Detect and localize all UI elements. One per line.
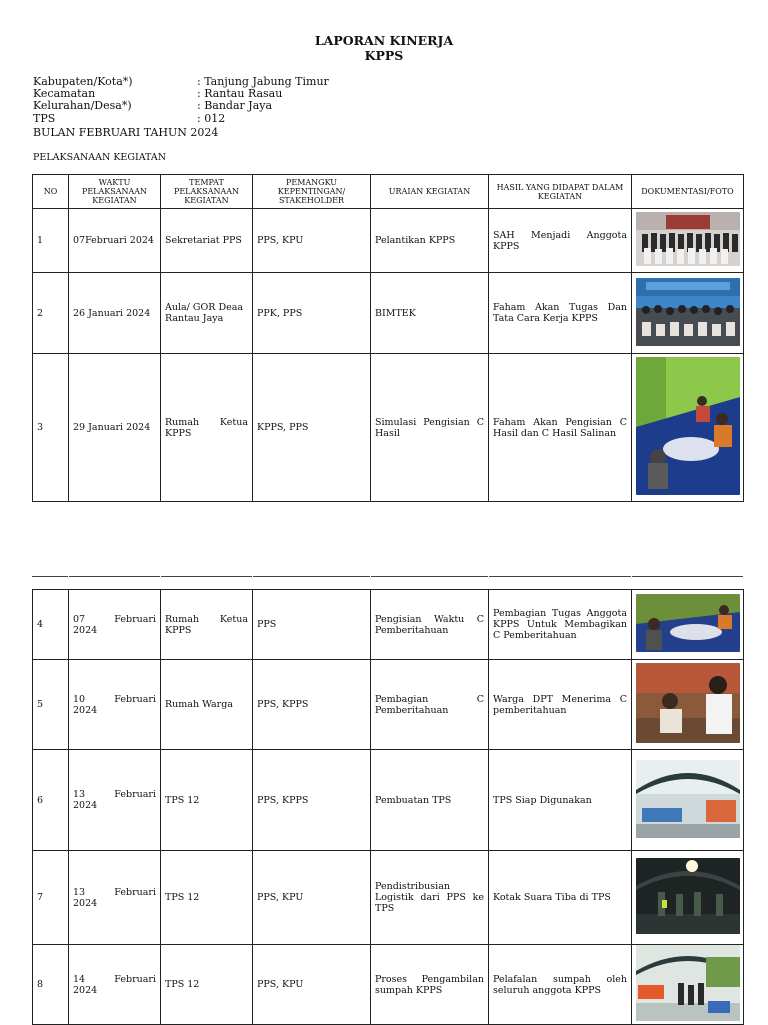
table-header-row xyxy=(33,175,744,209)
photo-bimtek xyxy=(636,278,740,346)
info-label: Kecamatan xyxy=(33,87,96,101)
photo-distribution-notice xyxy=(636,663,740,743)
cell-no: 8 xyxy=(33,945,69,1025)
photo-oath xyxy=(636,945,740,1021)
cell-waktu: 10 Februari 2024 xyxy=(69,660,161,750)
cell-hasil: SAH Menjadi Anggota KPPS xyxy=(489,209,632,273)
cell-tempat: Sekretariat PPS xyxy=(161,209,253,273)
cell-no: 2 xyxy=(33,273,69,354)
cell-tempat: TPS 12 xyxy=(161,851,253,945)
info-row-kelurahan xyxy=(33,100,329,112)
table-row xyxy=(33,590,744,660)
info-label: Kelurahan/Desa*) xyxy=(33,99,132,113)
cell-pemangku: PPK, PPS xyxy=(253,273,371,354)
cell-no: 5 xyxy=(33,660,69,750)
photo-inauguration xyxy=(636,212,740,266)
cell-no: 3 xyxy=(33,354,69,502)
header-foto: DOKUMENTASI/FOTO xyxy=(632,175,744,209)
page-break-line xyxy=(32,576,743,577)
cell-tempat: TPS 12 xyxy=(161,945,253,1025)
report-title: LAPORAN KINERJA xyxy=(314,33,454,48)
info-label: Kabupaten/Kota*) xyxy=(33,75,133,88)
info-value: : Bandar Jaya xyxy=(197,99,273,113)
activity-table-continued xyxy=(32,589,744,1025)
cell-tempat: TPS 12 xyxy=(161,750,253,851)
cell-pemangku: PPS, KPPS xyxy=(253,750,371,851)
cell-tempat: Aula/ GOR Deaa Rantau Jaya xyxy=(161,273,253,354)
table-row xyxy=(33,750,744,851)
cell-photo xyxy=(632,945,744,1025)
info-label: TPS xyxy=(33,111,56,125)
cell-uraian: Pelantikan KPPS xyxy=(371,209,489,273)
table-row xyxy=(33,273,744,354)
report-subtitle: KPPS xyxy=(364,48,404,63)
cell-uraian: Pendistribusian Logistik dari PPS ke TPS xyxy=(371,851,489,945)
cell-photo xyxy=(632,851,744,945)
info-value: : Tanjung Jabung Timur xyxy=(197,75,329,88)
cell-no: 1 xyxy=(33,209,69,273)
cell-hasil: Warga DPT Menerima C pemberitahuan xyxy=(489,660,632,750)
cell-pemangku: PPS, KPU xyxy=(253,851,371,945)
cell-photo xyxy=(632,750,744,851)
info-value: : 012 xyxy=(197,111,226,125)
cell-uraian: BIMTEK xyxy=(371,273,489,354)
table-row xyxy=(33,945,744,1025)
header-waktu: WAKTU PELAKSANAAN KEGIATAN xyxy=(69,175,161,209)
cell-waktu: 26 Januari 2024 xyxy=(69,273,161,354)
cell-uraian: Proses Pengambilan sumpah KPPS xyxy=(371,945,489,1025)
cell-hasil: Pembagian Tugas Anggota KPPS Untuk Membagikan C Pemberitahuan xyxy=(489,590,632,660)
cell-uraian: Pembuatan TPS xyxy=(371,750,489,851)
table-row xyxy=(33,354,744,502)
photo-simulation xyxy=(636,357,740,495)
header-hasil: HASIL YANG DIDAPAT DALAM KEGIATAN xyxy=(489,175,632,209)
table-row xyxy=(33,851,744,945)
report-period: BULAN FEBRUARI TAHUN 2024 xyxy=(33,126,219,139)
cell-waktu: 29 Januari 2024 xyxy=(69,354,161,502)
cell-waktu: 13 Februari 2024 xyxy=(69,851,161,945)
cell-no: 7 xyxy=(33,851,69,945)
info-row-tps xyxy=(33,113,329,125)
cell-photo xyxy=(632,660,744,750)
cell-tempat: Rumah Ketua KPPS xyxy=(161,354,253,502)
cell-hasil: Kotak Suara Tiba di TPS xyxy=(489,851,632,945)
cell-uraian: Pengisian Waktu C Pemberitahuan xyxy=(371,590,489,660)
cell-hasil: Pelafalan sumpah oleh seluruh anggota KPPS xyxy=(489,945,632,1025)
cell-photo xyxy=(632,590,744,660)
cell-pemangku: PPS, KPU xyxy=(253,209,371,273)
cell-photo xyxy=(632,354,744,502)
cell-no: 4 xyxy=(33,590,69,660)
cell-no: 6 xyxy=(33,750,69,851)
cell-tempat: Rumah Warga xyxy=(161,660,253,750)
header-uraian: URAIAN KEGIATAN xyxy=(371,175,489,209)
cell-waktu: 07Februari 2024 xyxy=(69,209,161,273)
info-value: : Rantau Rasau xyxy=(197,87,283,101)
cell-waktu: 07 Februari 2024 xyxy=(69,590,161,660)
activity-table xyxy=(32,174,744,502)
cell-pemangku: KPPS, PPS xyxy=(253,354,371,502)
cell-photo xyxy=(632,273,744,354)
photo-tps-construction xyxy=(636,760,740,838)
cell-photo xyxy=(632,209,744,273)
cell-uraian: Pembagian C Pemberitahuan xyxy=(371,660,489,750)
photo-logistics xyxy=(636,858,740,934)
table-row xyxy=(33,660,744,750)
cell-uraian: Simulasi Pengisian C Hasil xyxy=(371,354,489,502)
section-heading: PELAKSANAAN KEGIATAN xyxy=(33,152,167,163)
cell-hasil: Faham Akan Tugas Dan Tata Cara Kerja KPPS xyxy=(489,273,632,354)
header-no: NO xyxy=(33,175,69,209)
cell-hasil: Faham Akan Pengisian C Hasil dan C Hasil Salinan xyxy=(489,354,632,502)
header-tempat: TEMPAT PELAKSANAAN KEGIATAN xyxy=(161,175,253,209)
cell-waktu: 13 Februari 2024 xyxy=(69,750,161,851)
header-pemangku: PEMANGKU KEPENTINGAN/ STAKEHOLDER xyxy=(253,175,371,209)
cell-pemangku: PPS xyxy=(253,590,371,660)
location-info xyxy=(33,76,329,125)
table-row xyxy=(33,209,744,273)
cell-tempat: Rumah Ketua KPPS xyxy=(161,590,253,660)
cell-hasil: TPS Siap Digunakan xyxy=(489,750,632,851)
cell-pemangku: PPS, KPPS xyxy=(253,660,371,750)
photo-filling-notice xyxy=(636,594,740,652)
cell-pemangku: PPS, KPU xyxy=(253,945,371,1025)
cell-waktu: 14 Februari 2024 xyxy=(69,945,161,1025)
